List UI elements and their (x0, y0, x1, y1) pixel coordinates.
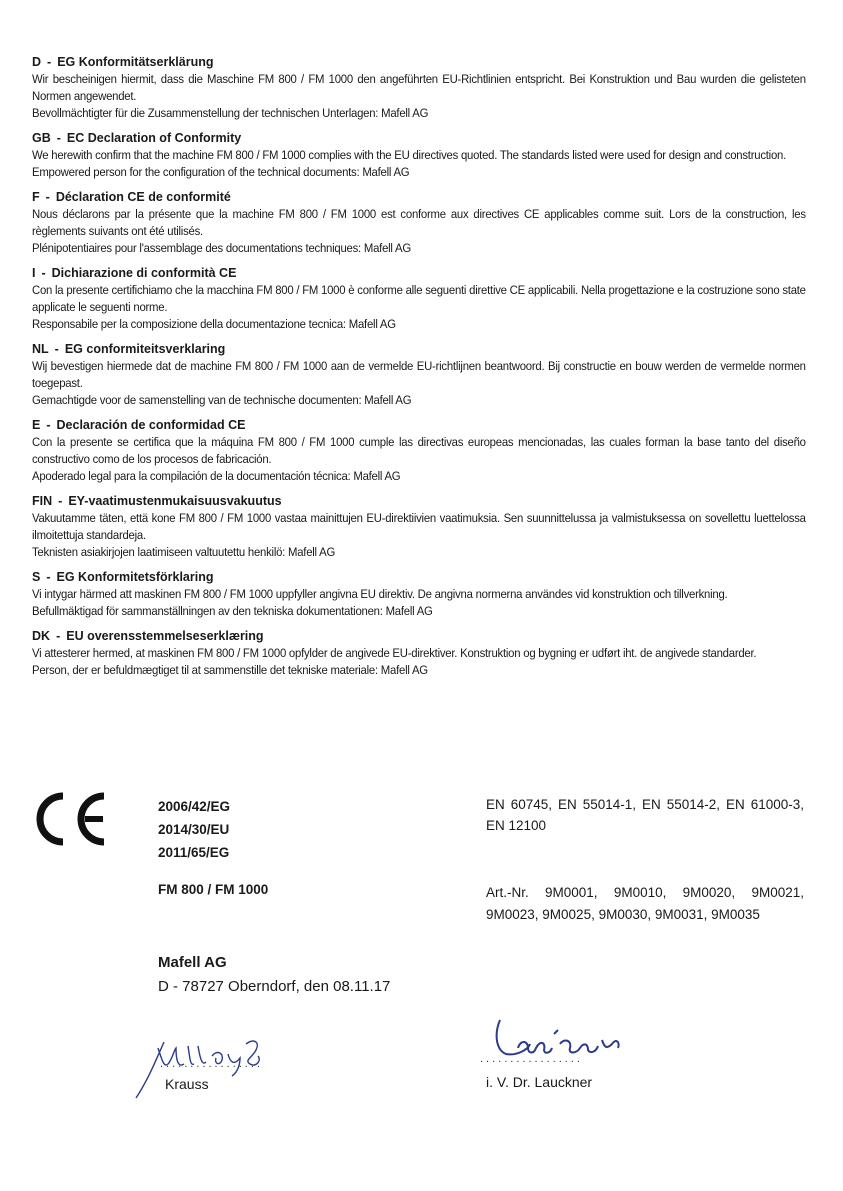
section-body (32, 147, 806, 181)
section-heading: EY-vaatimustenmukaisuusvakuutus (68, 494, 282, 508)
section-text-line: Person, der er befuldmægtiget til at sammenstille det tekniske materiale: Mafell AG (32, 663, 428, 677)
section-text-line: Vi attesterer hermed, at maskinen FM 800 / FM 1000 opfylder de angivede EU-direktiver. Konstruktion og bygning er udført iht. de angivede standarder. (32, 646, 757, 660)
signatory-right-name: i. V. Dr. Lauckner (486, 1074, 593, 1090)
section-heading: Déclaration CE de conformité (55, 190, 231, 204)
standards-list: EN 60745, EN 55014-1, EN 55014-2, EN 61000-3, EN 12100 (486, 797, 804, 833)
section-title (32, 341, 806, 358)
declaration-section (32, 189, 806, 257)
signatory-left-name: Krauss (165, 1076, 209, 1092)
section-language-code: I (32, 266, 36, 280)
section-title (32, 130, 806, 147)
section-heading: EC Declaration of Conformity (66, 131, 242, 145)
directives-list (158, 795, 230, 864)
declaration-section (32, 628, 806, 679)
section-text-line: Gemachtigde voor de samenstelling van de technische documenten: Mafell AG (32, 393, 412, 407)
company-name: Mafell AG (158, 954, 227, 971)
section-language-code: D (32, 55, 42, 69)
section-body (32, 586, 806, 620)
article-numbers: Art.-Nr. 9M0001, 9M0010, 9M0020, 9M0021, 9M0023, 9M0025, 9M0030, 9M0031, 9M0035 (486, 885, 804, 922)
section-language-code: GB (32, 131, 51, 145)
section-title (32, 265, 806, 282)
section-heading: EG Konformitätserklärung (57, 55, 214, 69)
section-separator: - (41, 266, 46, 280)
section-body (32, 645, 806, 679)
section-text-line: Wij bevestigen hiermede dat de machine FM 800 / FM 1000 aan de vermelde EU-richtlijnen beantwoord. Bij constructie en bouw werden de vermelde normen toegepast. (32, 359, 806, 390)
section-text-line: Vakuutamme täten, että kone FM 800 / FM 1000 vastaa mainittujen EU-direktiivien vaatimuksia. Sen suunnittelussa ja valmistuksessa on sovellettu luettelossa ilmoitettuja standardeja. (32, 511, 806, 542)
declaration-section (32, 417, 806, 485)
section-heading: Dichiarazione di conformità CE (51, 266, 237, 280)
section-heading: Declaración de conformidad CE (56, 418, 246, 432)
directive-item: 2011/65/EG (158, 845, 230, 860)
directive-item: 2006/42/EG (158, 799, 231, 814)
section-body (32, 206, 806, 257)
section-title (32, 493, 806, 510)
section-text-line: Plénipotentiaires pour l'assemblage des documentations techniques: Mafell AG (32, 241, 411, 255)
section-text-line: Apoderado legal para la compilación de la documentación técnica: Mafell AG (32, 469, 401, 483)
section-title (32, 417, 806, 434)
directive-item: 2014/30/EU (158, 822, 230, 837)
section-text-line: Nous déclarons par la présente que la machine FM 800 / FM 1000 est conforme aux directives CE applicables comme suit. Lors de la construction, les règlements suivants ont été utilisés. (32, 207, 806, 238)
section-separator: - (56, 629, 61, 643)
section-separator: - (47, 55, 52, 69)
section-text-line: Con la presente se certifica que la máquina FM 800 / FM 1000 cumple las directivas europeas mencionadas, las cuales forman la base tanto del diseño constructivo como de los procesos de fabricación. (32, 435, 806, 466)
section-text-line: We herewith confirm that the machine FM 800 / FM 1000 complies with the EU directives quoted. The standards listed were used for design and construction. (32, 148, 787, 162)
section-separator: - (54, 342, 59, 356)
section-body (32, 358, 806, 409)
section-language-code: DK (32, 629, 51, 643)
section-language-code: FIN (32, 494, 53, 508)
section-body (32, 434, 806, 485)
signature-dots-right: ................. (480, 1053, 583, 1065)
declaration-section (32, 130, 806, 181)
section-text-line: Wir bescheinigen hiermit, dass die Maschine FM 800 / FM 1000 den angeführten EU-Richtlinien entspricht. Bei Konstruktion und Bau wurden die gelisteten Normen angewendet. (32, 72, 806, 103)
section-text-line: Con la presente certifichiamo che la macchina FM 800 / FM 1000 è conforme alle seguenti direttive CE applicabili. Nella progettazione e la costruzione sono state applicate le seguenti norme. (32, 283, 806, 314)
section-title (32, 54, 806, 71)
section-text-line: Teknisten asiakirjojen laatimiseen valtuutettu henkilö: Mafell AG (32, 545, 336, 559)
section-heading: EU overensstemmelseserklæring (66, 629, 264, 643)
section-text-line: Befullmäktigad för sammanställningen av den tekniska dokumentationen: Mafell AG (32, 604, 433, 618)
section-separator: - (46, 570, 51, 584)
section-title (32, 628, 806, 645)
section-separator: - (45, 190, 50, 204)
section-title (32, 189, 806, 206)
section-language-code: NL (32, 342, 49, 356)
model-name: FM 800 / FM 1000 (158, 882, 269, 897)
section-heading: EG Konformitetsförklaring (56, 570, 214, 584)
signature-dots-left: ................. (160, 1058, 263, 1070)
declaration-section (32, 569, 806, 620)
section-language-code: E (32, 418, 41, 432)
declaration-sections (32, 54, 806, 687)
section-text-line: Bevollmächtigter für die Zusammenstellung der technischen Unterlagen: Mafell AG (32, 106, 429, 120)
ce-mark-icon (30, 790, 110, 848)
section-body (32, 510, 806, 561)
section-body (32, 282, 806, 333)
section-separator: - (58, 494, 63, 508)
section-language-code: F (32, 190, 40, 204)
section-separator: - (46, 418, 51, 432)
declaration-section (32, 54, 806, 122)
section-separator: - (56, 131, 61, 145)
section-heading: EG conformiteitsverklaring (64, 342, 226, 356)
section-text-line: Responsabile per la composizione della documentazione tecnica: Mafell AG (32, 317, 396, 331)
company-block (158, 952, 390, 1000)
company-address: D - 78727 Oberndorf, den 08.11.17 (158, 978, 391, 995)
section-text-line: Empowered person for the configuration of the technical documents: Mafell AG (32, 165, 410, 179)
section-text-line: Vi intygar härmed att maskinen FM 800 / FM 1000 uppfyller angivna EU direktiv. De angivna normerna användes vid konstruktion och tillverkning. (32, 587, 728, 601)
section-language-code: S (32, 570, 41, 584)
section-title (32, 569, 806, 586)
section-body (32, 71, 806, 122)
declaration-section (32, 341, 806, 409)
declaration-section (32, 265, 806, 333)
declaration-section (32, 493, 806, 561)
